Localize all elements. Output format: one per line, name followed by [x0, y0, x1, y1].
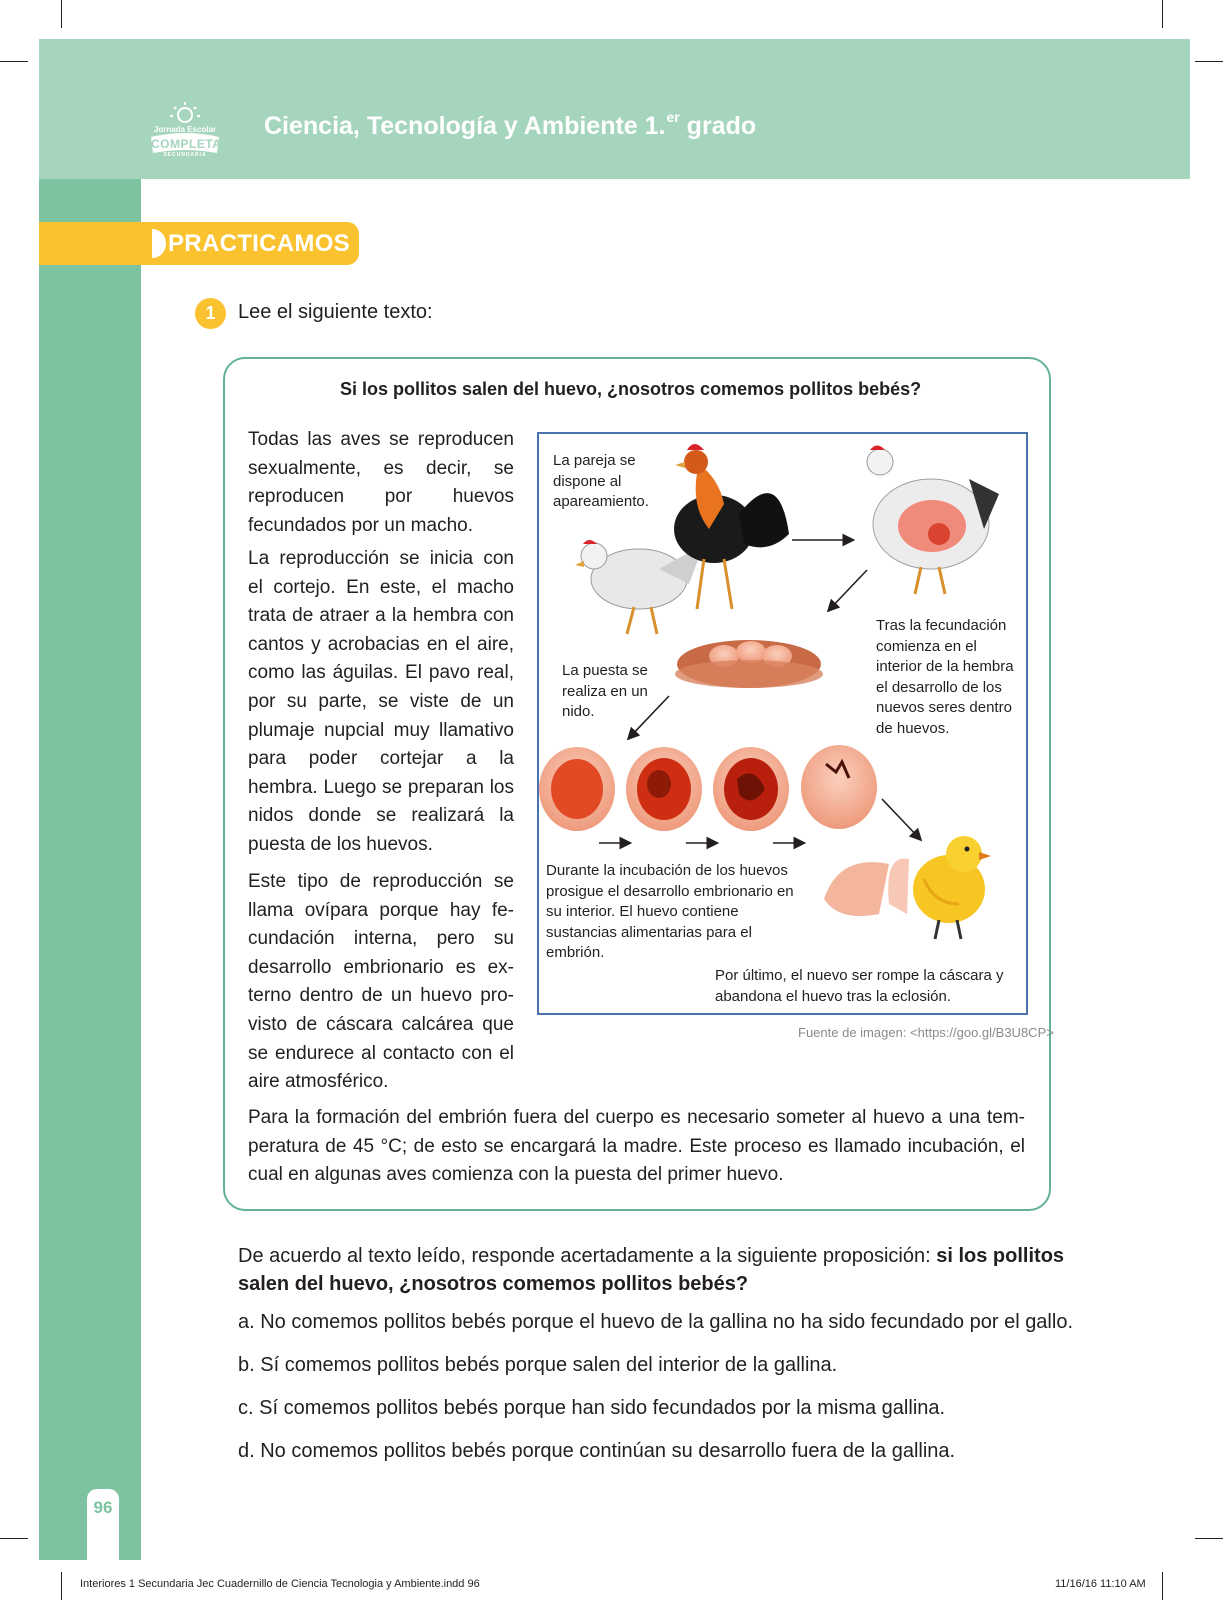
tab-circle-mask	[139, 229, 152, 258]
fertilized-hen-illustration	[867, 446, 999, 595]
caption-nest: La puesta se realiza en un nido.	[562, 662, 648, 720]
crop-mark	[61, 1572, 62, 1600]
title-main: Ciencia, Tecnología y Ambiente 1.	[264, 112, 666, 140]
question-bold-text: si los pollitos salen del huevo, ¿nosotros comemos pollitos bebés?	[238, 1245, 1065, 1295]
reading-paragraph-3: Este tipo de reproducción se llama ovípara porque hay fecundación interna, pero su desarrollo embrionario es externo dentro de un huevo provisto de cáscara calcárea que se endurece al contacto con el aire atmosférico.	[248, 871, 514, 1093]
page-title	[264, 109, 757, 141]
reading-paragraph-2: La reproducción se inicia con el cortejo. En este, el macho trata de atraer a la hembra con cantos y acrobacias en el aire, como las águilas. El pavo real, por su parte, se viste de un plumaje nupcial muy llamativo para poder cortejar a la hembra. Luego se preparan los nidos donde se realizará la puesta de los huevos.	[248, 548, 514, 855]
program-logo	[143, 99, 227, 161]
title-superscript: er	[666, 109, 680, 125]
caption-incubation: Durante la incubación de los huevos prosigue el desarrollo embrionario en su interior. El huevo contiene sustancias alimentarias para el embrión.	[546, 862, 794, 961]
print-footer-file: Interiores 1 Secundaria Jec Cuadernillo de Ciencia Tecnologia y Ambiente.indd 96	[80, 1578, 480, 1590]
caption-fertilization: Tras la fecundación comienza en el interior de la hembra el desarrollo de los nuevos seres dentro de huevos.	[876, 617, 1014, 737]
image-source: Fuente de imagen: <https://goo.gl/B3U8CP>	[798, 1025, 1054, 1040]
option-a: a. No comemos pollitos bebés porque el huevo de la gallina no ha sido fecundado por el gallo.	[238, 1311, 1073, 1333]
reading-closing-paragraph: Para la formación del embrión fuera del cuerpo es necesario someter al huevo a una temperatura de 45 °C; de esto se encargará la madre. Este proceso es llamado incubación, el cual en algunas aves comienza con la puesta del primer huevo.	[248, 1107, 1025, 1186]
hatching-chick-illustration	[824, 836, 991, 939]
nest-illustration	[675, 640, 823, 688]
egg-development-sequence	[539, 745, 877, 831]
crop-mark	[1195, 61, 1223, 62]
side-band	[39, 179, 141, 1560]
logo-line3: SECUNDARIA	[163, 152, 207, 158]
page-number: 96	[93, 1498, 113, 1517]
caption-mating: La pareja se dispone al apareamiento.	[553, 452, 649, 510]
section-label: PRACTICAMOS	[168, 230, 350, 257]
caption-hatching: Por último, el nuevo ser rompe la cáscara y abandona el huevo tras la eclosión.	[715, 967, 1004, 1005]
rooster-illustration	[674, 444, 789, 609]
reading-title: Si los pollitos salen del huevo, ¿nosotros comemos pollitos bebés?	[340, 379, 922, 399]
crop-mark	[1162, 1572, 1163, 1600]
crop-mark	[1195, 1538, 1223, 1539]
option-c: c. Sí comemos pollitos bebés porque han sido fecundados por la misma gallina.	[238, 1397, 946, 1419]
logo-line2: COMPLETA	[151, 137, 222, 151]
question-prompt	[238, 1242, 1094, 1298]
logo-line1: Jornada Escolar	[153, 125, 217, 134]
title-end: grado	[679, 112, 757, 140]
crop-mark	[1162, 0, 1163, 28]
crop-mark	[61, 0, 62, 28]
option-d: d. No comemos pollitos bebés porque continúan su desarrollo fuera de la gallina.	[238, 1440, 956, 1462]
crop-mark	[0, 61, 28, 62]
question-text: De acuerdo al texto leído, responde acertadamente a la siguiente proposición:	[238, 1245, 937, 1267]
hen-illustration	[575, 540, 704, 634]
activity-number-badge: 1	[195, 298, 226, 329]
option-b: b. Sí comemos pollitos bebés porque salen del interior de la gallina.	[238, 1354, 838, 1376]
activity-instruction: Lee el siguiente texto:	[238, 301, 433, 323]
print-footer-date: 11/16/16 11:10 AM	[1055, 1578, 1146, 1590]
crop-mark	[0, 1538, 28, 1539]
reading-paragraph-1: Todas las aves se reproducen sexualmente, es decir, se reproducen por huevos fecundados por un macho.	[248, 429, 514, 536]
